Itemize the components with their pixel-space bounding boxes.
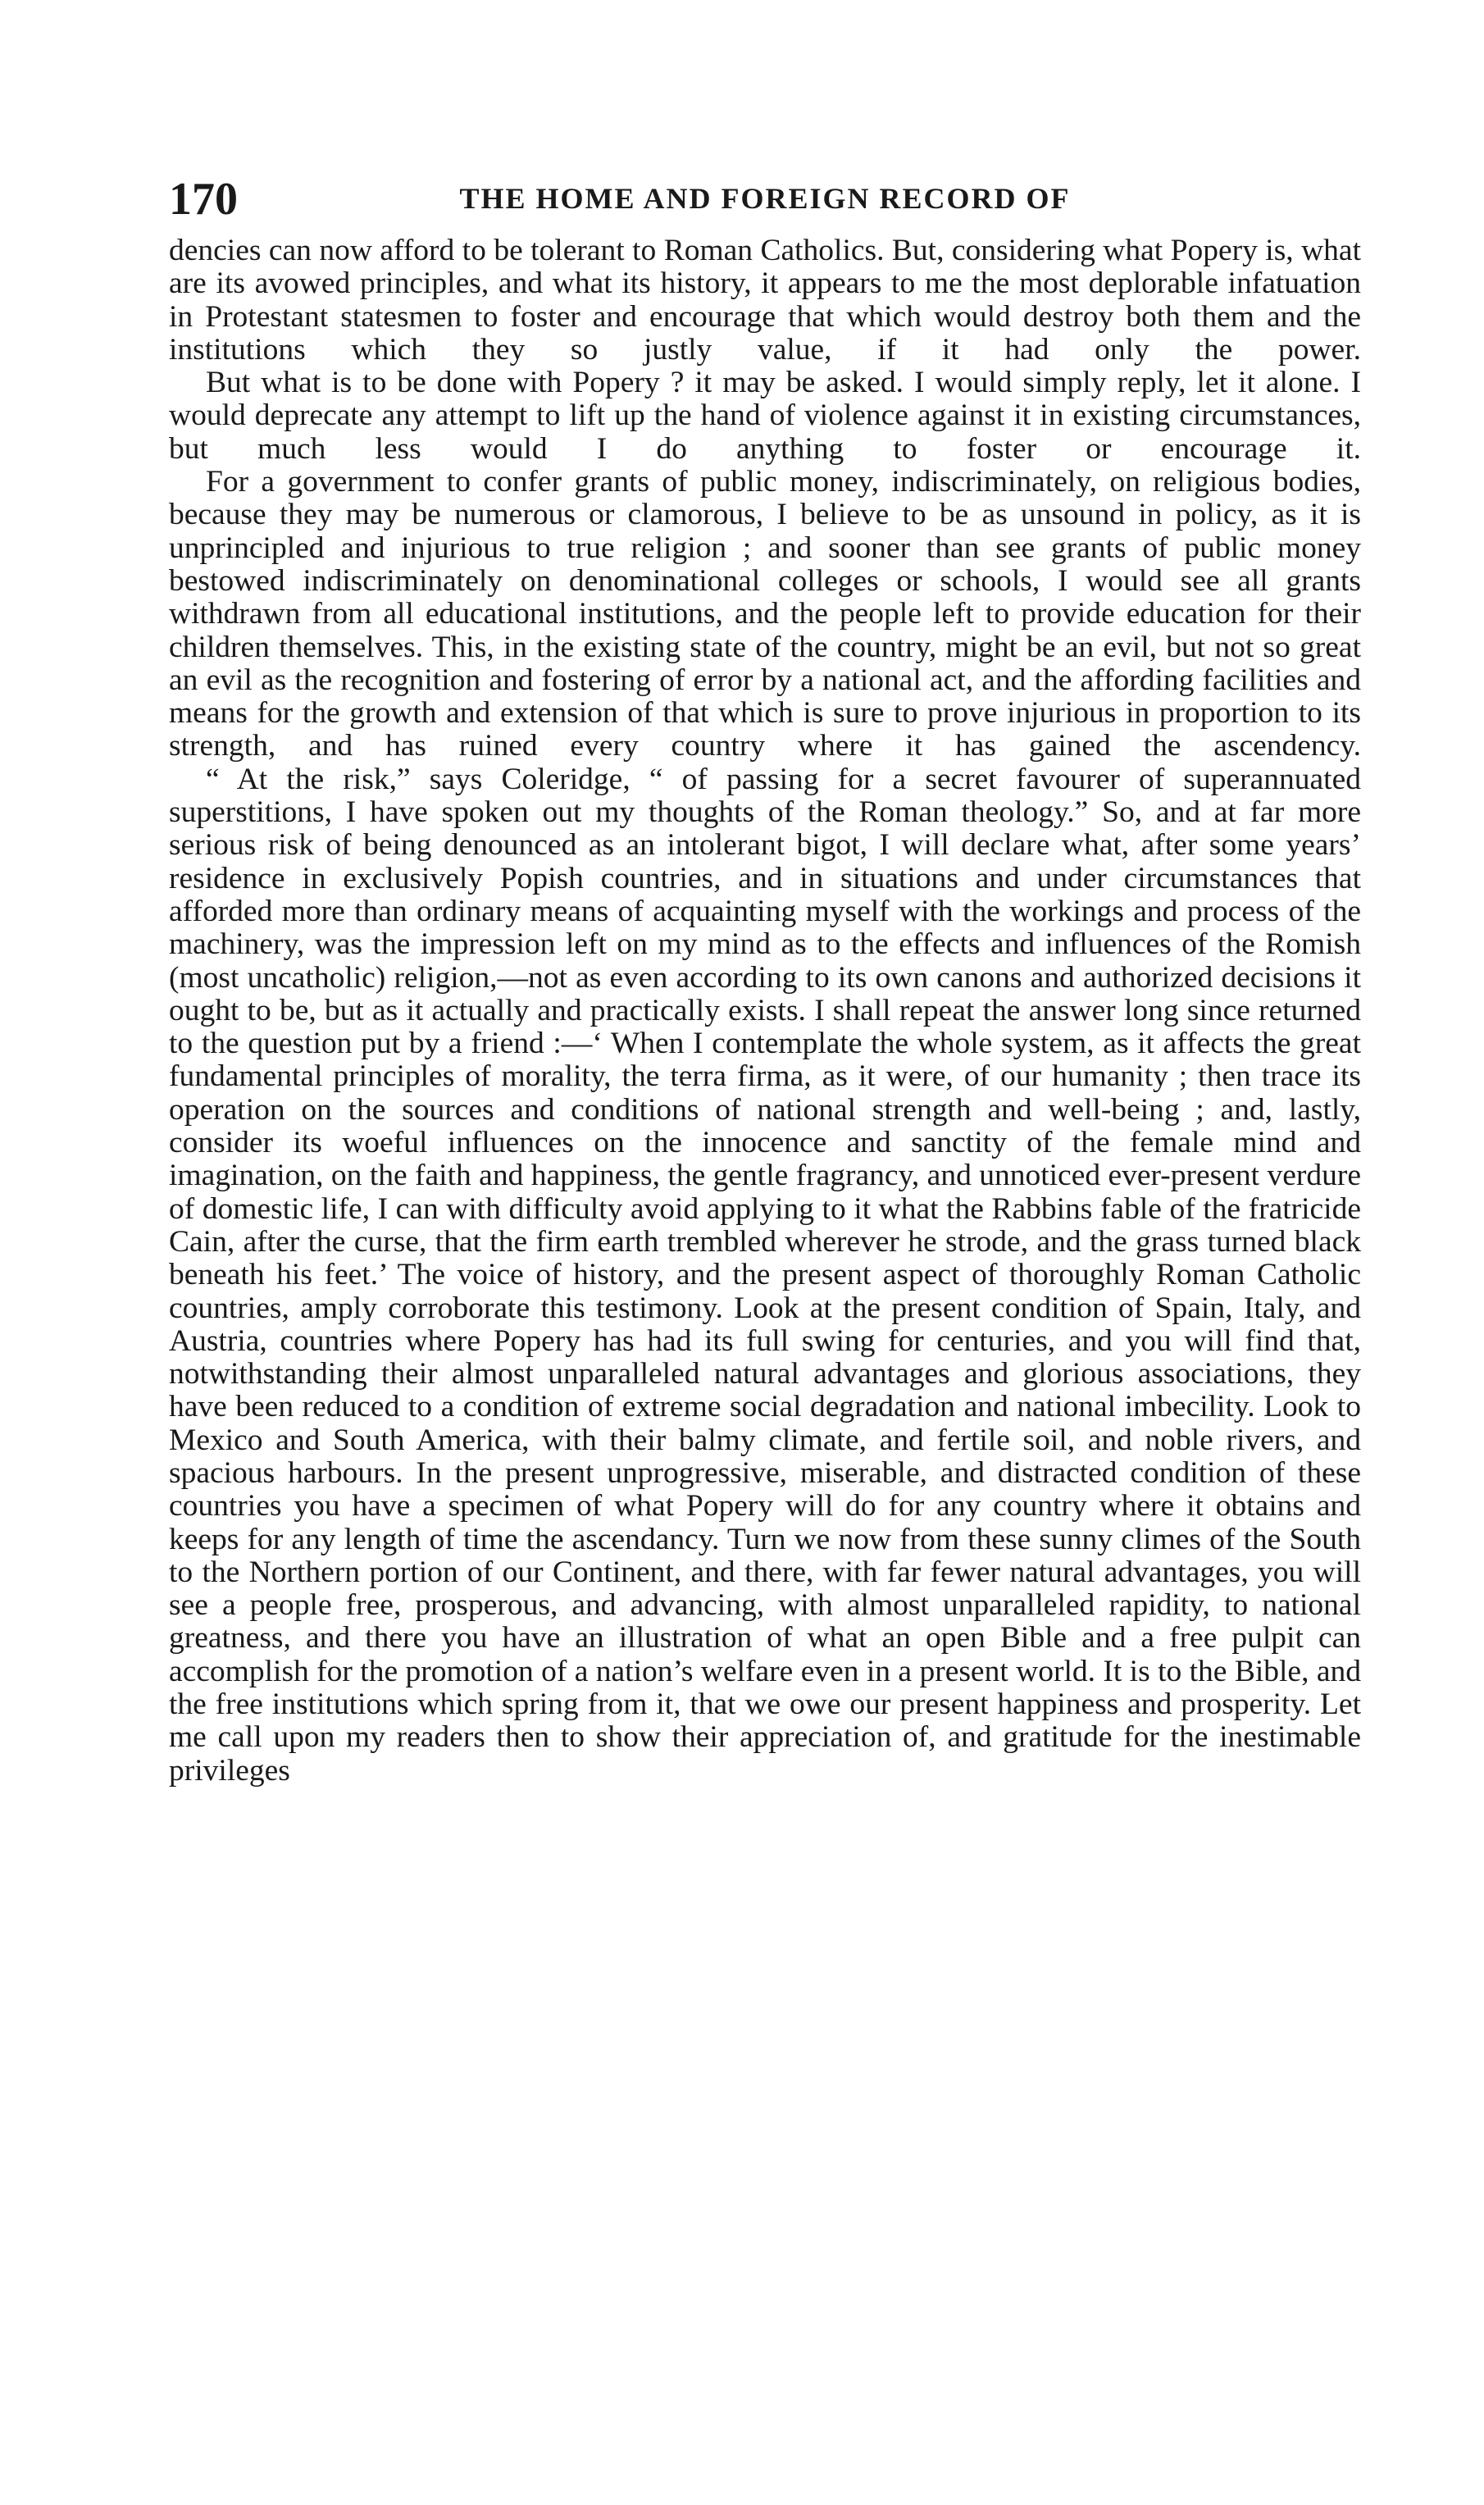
paragraph-coleridge-quote: “ At the risk,” says Coleridge, “ of passing for a secret favourer of superannuated superstitions, I have spoken out my thoughts of the Roman theology.” So, and at far more serious risk of being denounced as an intolerant bigot, I will declare what, after some years’ residence in exclusively Popish countries, and in situations and under circumstances that afforded more than ordinary means of acquainting myself with the workings and process of the machinery, was the impression left on my mind as to the effects and influences of the Romish (most uncatholic) religion,—not as even according to its own canons and authorized decisions it ought to be, but as it actually and practically exists. I shall repeat the answer long since returned to the question put by a friend :—‘ When I contemplate the whole system, as it affects the great fundamental principles of morality, the terra firma, as it were, of our humanity ; then trace its operation on the sources and conditions of national strength and well-being ; and, lastly, consider its woeful influences on the innocence and sanctity of the female mind and imagination, on the faith and happiness, the gentle fragrancy, and unnoticed ever-present verdure of domestic life, I can with difficulty avoid applying to it what the Rabbins fable of the fratricide Cain, after the curse, that the firm earth trembled wherever he strode, and the grass turned black beneath his feet.’ The voice of history, and the present aspect of thoroughly Roman Catholic countries, amply corroborate this testimony. Look at the present condition of Spain, Italy, and Austria, countries where Popery has had its full swing for centuries, and you will find that, notwithstanding their almost unparalleled natural advantages and glorious associations, they have been reduced to a condition of extreme social degradation and national imbecility. Look to Mexico and South America, with their balmy climate, and fertile soil, and noble rivers, and spacious harbours. In the present unprogressive, miserable, and distracted condition of these countries you have a specimen of what Popery will do for any country where it obtains and keeps for any length of time the ascendancy. Turn we now from these sunny climes of the South to the Northern portion of our Continent, and there, with far fewer natural advantages, you will see a people free, prosperous, and advancing, with almost unparalleled rapidity, to national greatness, and there you have an illustration of what an open Bible and a free pulpit can accomplish for the promotion of a nation’s welfare even in a present world. It is to the Bible, and the free institutions which spring from it, that we owe our present happiness and prosperity. Let me call upon my readers then to show their appreciation of, and gratitude for the inestimable privileges [169,762,1361,1788]
paragraph-public-grants: For a government to confer grants of public money, indiscriminately, on religious bodies, because they may be numerous or clamorous, I believe to be as unsound in policy, as it is unprincipled and injurious to true religion ; and sooner than see grants of public money bestowed indiscriminately on denominational colleges or schools, I would see all grants withdrawn from all educational institutions, and the people left to provide education for their children themselves. This, in the existing state of the country, might be an evil, but not so great an evil as the recognition and fostering of error by a national act, and the affording facilities and means for the growth and extension of that which is sure to prove injurious in proportion to its strength, and has ruined every country where it has gained the ascendency. [169,465,1361,763]
paragraph-continuation: dencies can now afford to be tolerant to Roman Catholics. But, considering what Popery is, what are its avowed principles, and what its history, it appears to me the most deplorable infatuation in Protestant statesmen to foster and encourage that which would destroy both them and the institutions which they so justly value, if it had only the power. [169,234,1361,367]
paragraph-popery-question: But what is to be done with Popery ? it may be asked. I would simply reply, let it alone. I would deprecate any attempt to lift up the hand of violence against it in existing circumstances, but much less would I do anything to foster or encourage it. [169,366,1361,466]
page-number: 170 [169,174,238,225]
running-title: THE HOME AND FOREIGN RECORD OF [459,182,1071,215]
body-text [169,235,1361,1788]
running-head [169,171,1361,228]
